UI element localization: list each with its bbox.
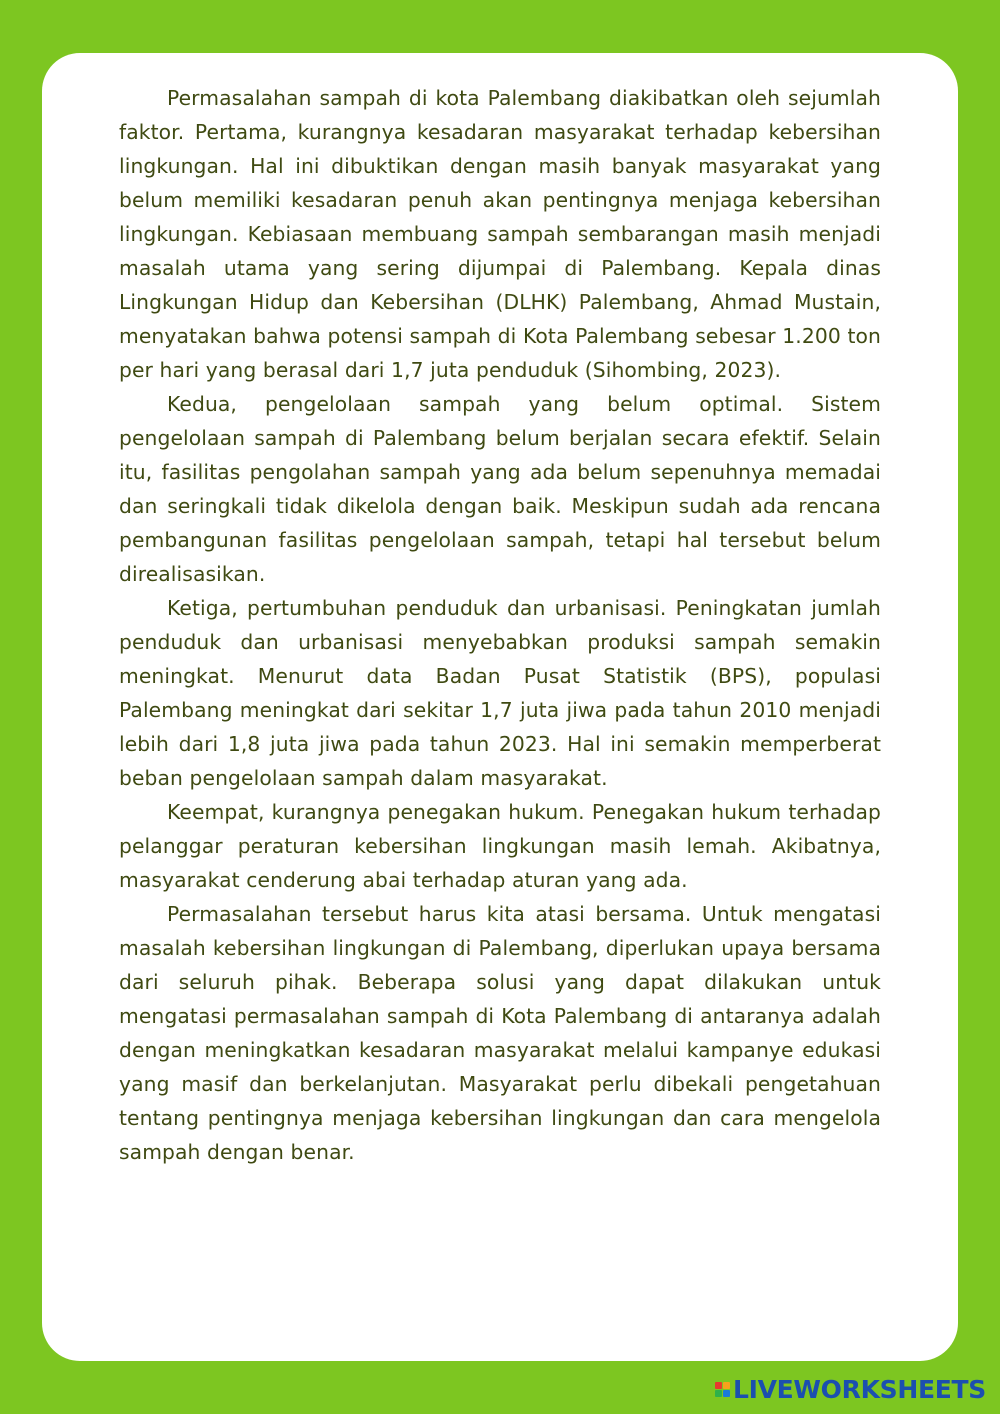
- content-card: [42, 53, 958, 1361]
- article-body: [119, 81, 881, 1169]
- badge-square-orange: [723, 1382, 730, 1389]
- logo-text: LIVEWORKSHEETS: [732, 1374, 986, 1404]
- logo-badge-icon: [715, 1382, 730, 1397]
- paragraph-4: Keempat, kurangnya penegakan hukum. Penegakan hukum terhadap pelanggar peraturan kebersihan lingkungan masih lemah. Akibatnya, masyarakat cenderung abai terhadap aturan yang ada.: [119, 800, 881, 892]
- paragraph-1: Permasalahan sampah di kota Palembang diakibatkan oleh sejumlah faktor. Pertama, kurangnya kesadaran masyarakat terhadap kebersihan lingkungan. Hal ini dibuktikan dengan masih banyak masyarakat yang belum memiliki kesadaran penuh akan pentingnya menjaga kebersihan lingkungan. Kebiasaan membuang sampah sembarangan masih menjadi masalah utama yang sering dijumpai di Palembang. Kepala dinas Lingkungan Hidup dan Kebersihan (DLHK) Palembang, Ahmad Mustain, menyatakan bahwa potensi sampah di Kota Palembang sebesar 1.200 ton per hari yang berasal dari 1,7 juta penduduk (Sihombing, 2023).: [119, 86, 881, 382]
- paragraph-2: Kedua, pengelolaan sampah yang belum optimal. Sistem pengelolaan sampah di Palembang belum berjalan secara efektif. Selain itu, fasilitas pengolahan sampah yang ada belum sepenuhnya memadai dan seringkali tidak dikelola dengan baik. Meskipun sudah ada rencana pembangunan fasilitas pengelolaan sampah, tetapi hal tersebut belum direalisasikan.: [119, 392, 881, 586]
- paragraph-5: Permasalahan tersebut harus kita atasi bersama. Untuk mengatasi masalah kebersihan lingkungan di Palembang, diperlukan upaya bersama dari seluruh pihak. Beberapa solusi yang dapat dilakukan untuk mengatasi permasalahan sampah di Kota Palembang di antaranya adalah dengan meningkatkan kesadaran masyarakat melalui kampanye edukasi yang masif dan berkelanjutan. Masyarakat perlu dibekali pengetahuan tentang pentingnya menjaga kebersihan lingkungan dan cara mengelola sampah dengan benar.: [119, 902, 881, 1164]
- liveworksheets-logo[interactable]: [715, 1372, 986, 1406]
- badge-square-red: [715, 1382, 722, 1389]
- badge-square-blue: [723, 1390, 730, 1397]
- paragraph-3: Ketiga, pertumbuhan penduduk dan urbanisasi. Peningkatan jumlah penduduk dan urbanisasi menyebabkan produksi sampah semakin meningkat. Menurut data Badan Pusat Statistik (BPS), populasi Palembang meningkat dari sekitar 1,7 juta jiwa pada tahun 2010 menjadi lebih dari 1,8 juta jiwa pada tahun 2023. Hal ini semakin memperberat beban pengelolaan sampah dalam masyarakat.: [119, 596, 881, 790]
- badge-square-green: [715, 1390, 722, 1397]
